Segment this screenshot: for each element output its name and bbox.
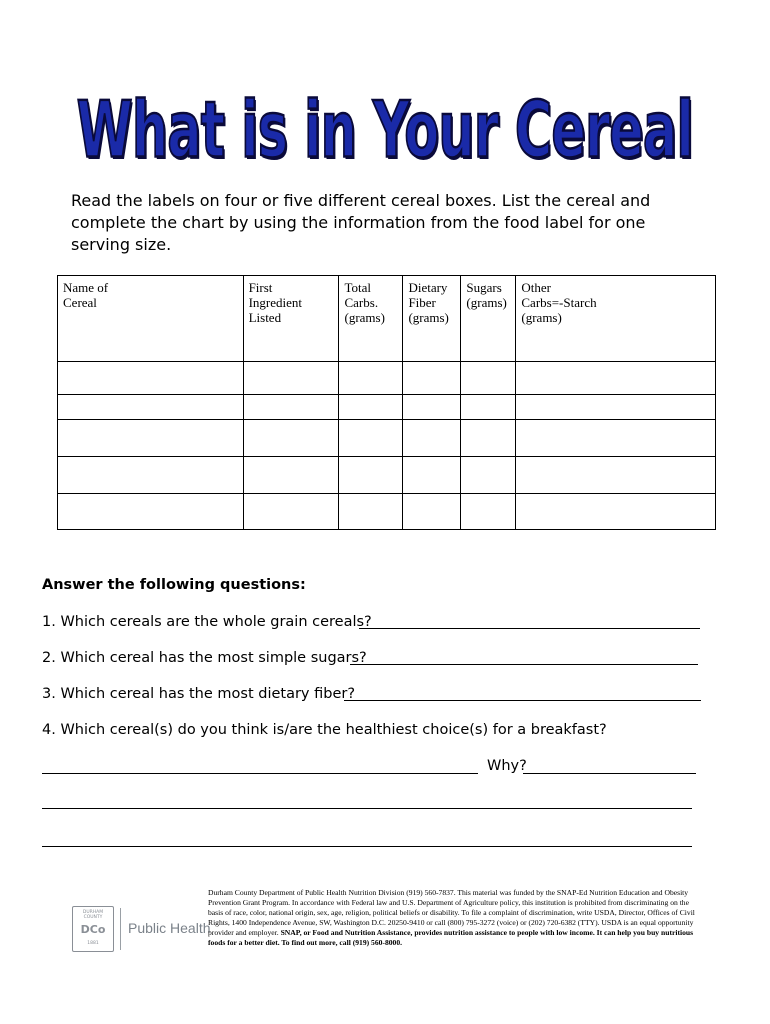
table-cell[interactable]	[243, 457, 339, 494]
column-header-sugars: Sugars (grams)	[461, 276, 516, 362]
table-row	[58, 420, 716, 457]
question-3: 3. Which cereal has the most dietary fiber?	[42, 686, 356, 702]
answer-line-1[interactable]	[359, 628, 700, 629]
column-header-dietary-fiber: Dietary Fiber (grams)	[403, 276, 461, 362]
why-label: Why?	[487, 758, 527, 774]
table-cell[interactable]	[339, 395, 403, 420]
table-cell[interactable]	[58, 362, 244, 395]
answer-line-4[interactable]	[42, 773, 478, 774]
page-title: What is in Your Cereal	[76, 84, 694, 176]
table-cell[interactable]	[243, 362, 339, 395]
table-row	[58, 395, 716, 420]
table-cell[interactable]	[516, 420, 716, 457]
table-cell[interactable]	[58, 494, 244, 530]
footer-disclaimer	[208, 888, 706, 949]
table-cell[interactable]	[403, 420, 461, 457]
title-area	[0, 84, 770, 176]
table-header-row	[58, 276, 716, 362]
column-header-other-carbs: Other Carbs=-Starch (grams)	[516, 276, 716, 362]
table-cell[interactable]	[58, 420, 244, 457]
table-cell[interactable]	[516, 395, 716, 420]
question-2: 2. Which cereal has the most simple sugars?	[42, 650, 367, 666]
table-cell[interactable]	[516, 362, 716, 395]
table-cell[interactable]	[243, 420, 339, 457]
table-cell[interactable]	[461, 457, 516, 494]
footer-bold-text: SNAP, or Food and Nutrition Assistance, provides nutrition assistance to people with low income. It can help you buy nutritious foods for a better diet. To find out more, call (919) 560-8000.	[208, 928, 694, 948]
durham-county-seal-icon: DURHAM COUNTY DCo 1881	[72, 906, 114, 952]
table-cell[interactable]	[516, 457, 716, 494]
why-answer-line[interactable]	[523, 773, 696, 774]
footer-text: Durham County Department of Public Health Nutrition Division (919) 560-7837. This material was funded by the SNAP-Ed Nutrition Education and Obesity Prevention Grant Program. In accordance with Federal law and U.S. Department of Agriculture policy, this institution is prohibited from discriminating on the basis of race, color, national origin, sex, age, religion, political beliefs or disability. To file a complaint of discrimination, write USDA, Director, Offices of Civil Rights, 1400 Independence Avenue, SW, Washington D.C. 20250-9410 or call (800) 795-3272 (voice) or (202) 720-6382 (TTY). USDA is an equal opportunity provider and employer.	[208, 888, 695, 938]
answer-line-2[interactable]	[350, 664, 698, 665]
table-cell[interactable]	[461, 494, 516, 530]
table-cell[interactable]	[339, 494, 403, 530]
table-cell[interactable]	[403, 362, 461, 395]
column-header-total-carbs: Total Carbs. (grams)	[339, 276, 403, 362]
table-cell[interactable]	[461, 420, 516, 457]
table-cell[interactable]	[403, 494, 461, 530]
table-cell[interactable]	[243, 395, 339, 420]
table-row	[58, 494, 716, 530]
table-cell[interactable]	[516, 494, 716, 530]
question-1: 1. Which cereals are the whole grain cereals?	[42, 614, 372, 630]
logo-divider	[120, 908, 121, 950]
answer-line-3[interactable]	[344, 700, 701, 701]
logo-text: Public Health	[128, 920, 211, 936]
table-cell[interactable]	[58, 457, 244, 494]
table-cell[interactable]	[243, 494, 339, 530]
column-header-first-ingredient: First Ingredient Listed	[243, 276, 339, 362]
answer-line-6[interactable]	[42, 846, 692, 847]
table-cell[interactable]	[403, 457, 461, 494]
table-cell[interactable]	[58, 395, 244, 420]
questions-heading: Answer the following questions:	[42, 577, 306, 593]
table-cell[interactable]	[461, 362, 516, 395]
table-cell[interactable]	[339, 457, 403, 494]
table-cell[interactable]	[403, 395, 461, 420]
table-row	[58, 362, 716, 395]
answer-line-5[interactable]	[42, 808, 692, 809]
table-cell[interactable]	[339, 362, 403, 395]
table-cell[interactable]	[461, 395, 516, 420]
table-cell[interactable]	[339, 420, 403, 457]
table-row	[58, 457, 716, 494]
instructions: Read the labels on four or five different cereal boxes. List the cereal and complete the chart by using the information from the food label for one serving size.	[71, 191, 651, 254]
question-4: 4. Which cereal(s) do you think is/are the healthiest choice(s) for a breakfast?	[42, 722, 607, 738]
cereal-chart	[57, 275, 716, 530]
column-header-name: Name of Cereal	[58, 276, 244, 362]
